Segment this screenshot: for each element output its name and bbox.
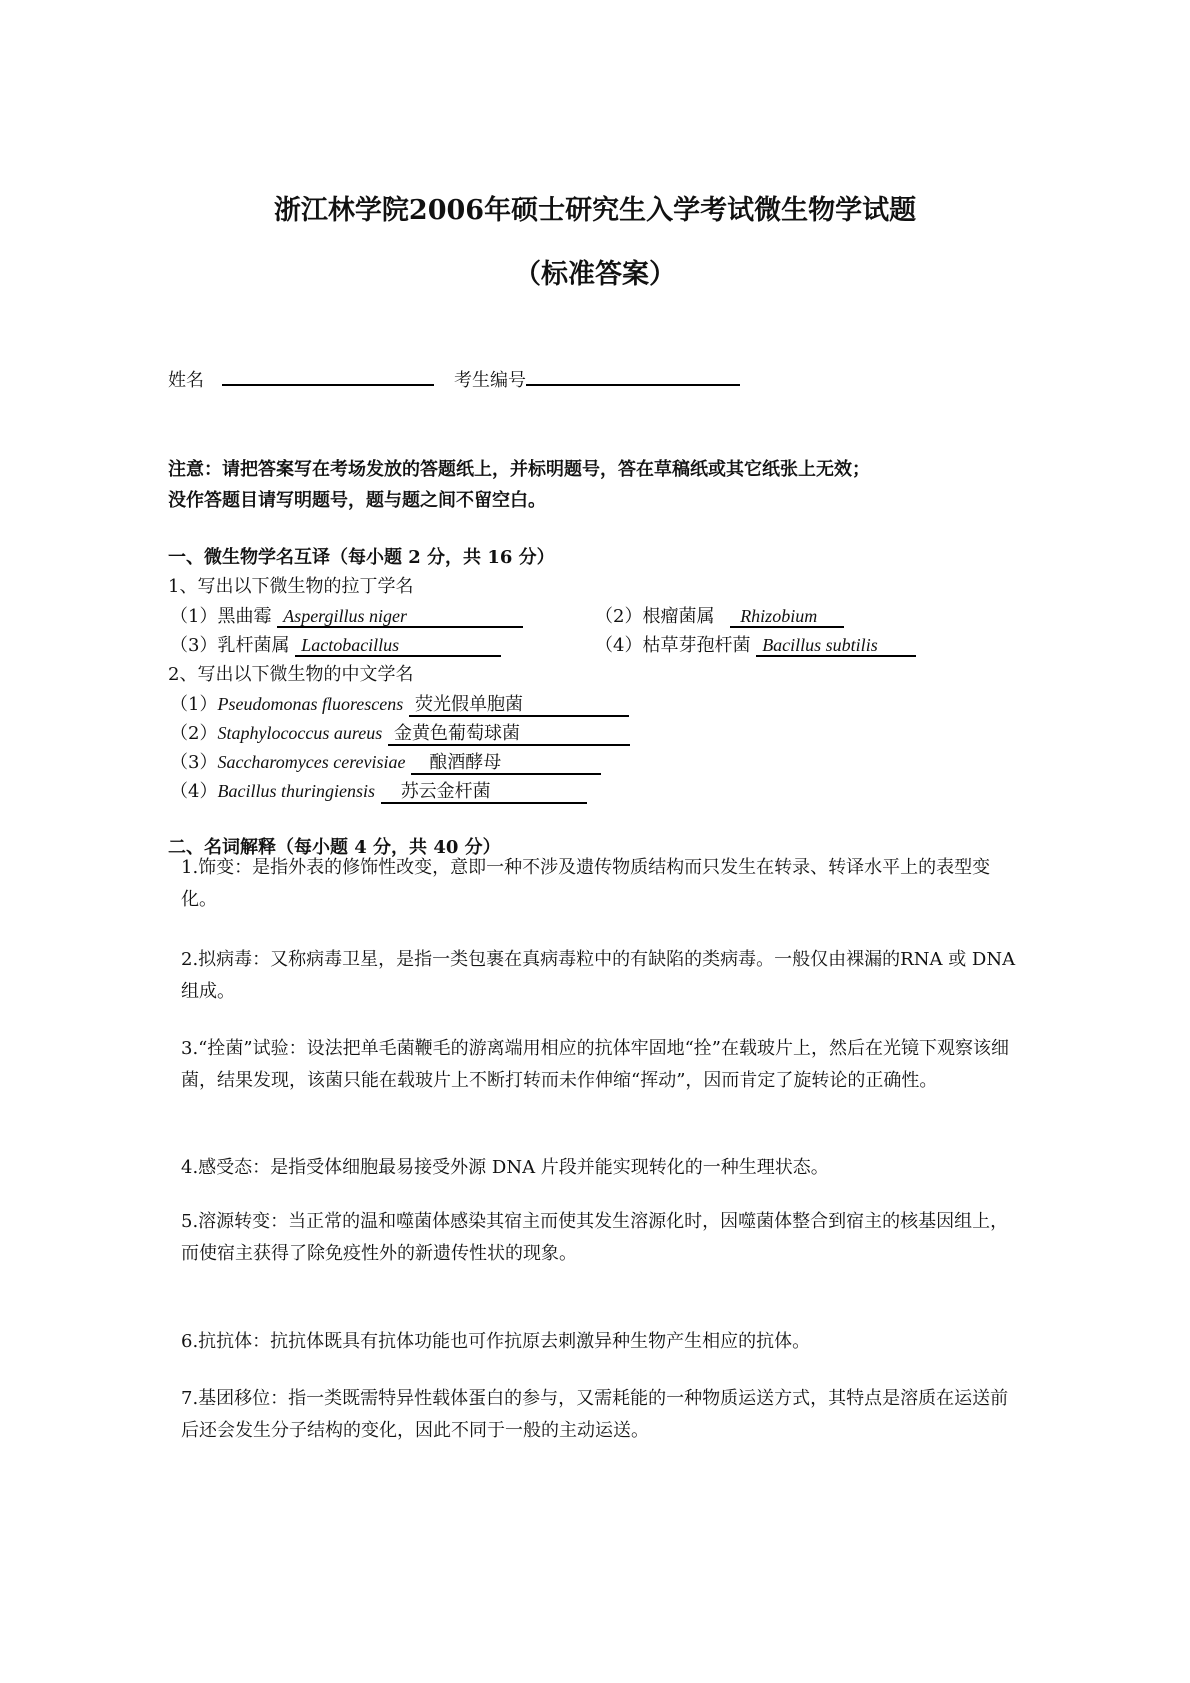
name-label: 姓名 <box>168 370 204 391</box>
exam-id-blank <box>526 366 740 386</box>
item-answer: 酿酒酵母 <box>411 753 601 775</box>
item-number: （2） <box>595 606 643 627</box>
item-number: （2） <box>170 723 218 744</box>
notice-line-1: 注意：请把答案写在考场发放的答题纸上，并标明题号，答在草稿纸或其它纸张上无效； <box>168 459 870 480</box>
item-answer: Lactobacillus <box>295 635 501 657</box>
definition-item: 7.基团移位：指一类既需特异性载体蛋白的参与，又需耗能的一种物质运送方式，其特点是溶质在运送前后还会发生分子结构的变化，因此不同于一般的主动运送。 <box>181 1388 1009 1441</box>
item-number: （3） <box>170 752 218 773</box>
definition-item: 5.溶源转变：当正常的温和噬菌体感染其宿主而使其发生溶源化时，因噬菌体整合到宿主的核基因组上，而使宿主获得了除免疫性外的新遗传性状的现象。 <box>181 1211 1009 1264</box>
section2-heading: 二、名词解释（每小题 4 分，共 40 分） <box>168 837 501 858</box>
item-number: （4） <box>170 781 218 802</box>
item-name: 黑曲霉 <box>217 606 272 627</box>
chinese-item-4 <box>170 777 587 804</box>
item-number: （4） <box>595 635 643 656</box>
definition-item: 4.感受态：是指受体细胞最易接受外源 DNA 片段并能实现转化的一种生理状态。 <box>181 1157 829 1178</box>
item-number: （1） <box>170 606 218 627</box>
item-answer: Bacillus subtilis <box>756 635 916 657</box>
item-answer: 金黄色葡萄球菌 <box>388 724 630 746</box>
item-name: Saccharomyces cerevisiae <box>217 752 406 772</box>
item-name: Pseudomonas fluorescens <box>217 694 404 714</box>
chinese-item-3 <box>170 748 601 775</box>
section1-part2-title: 2、写出以下微生物的中文学名 <box>168 664 414 685</box>
latin-item-3 <box>170 631 501 657</box>
exam-id-label: 考生编号 <box>454 370 526 391</box>
item-answer: 苏云金杆菌 <box>381 782 587 804</box>
chinese-item-1 <box>170 690 629 717</box>
item-name: 根瘤菌属 <box>642 606 715 627</box>
name-blank <box>222 366 434 386</box>
latin-item-4 <box>595 631 916 657</box>
definition-item: 3.“拴菌”试验：设法把单毛菌鞭毛的游离端用相应的抗体牢固地“拴”在载玻片上，然后在光镜下观察该细菌，结果发现，该菌只能在载玻片上不断打转而未作伸缩“挥动”，因而肯定了旋转论的正确性。 <box>181 1038 1009 1091</box>
chinese-item-2 <box>170 719 630 746</box>
section1-part1-title: 1、写出以下微生物的拉丁学名 <box>168 576 414 597</box>
item-answer: 荧光假单胞菌 <box>409 695 629 717</box>
definition-item: 2.拟病毒：又称病毒卫星，是指一类包裹在真病毒粒中的有缺陷的类病毒。一般仅由裸漏的RNA 或 DNA 组成。 <box>181 949 1016 1002</box>
notice-line-2: 没作答题目请写明题号，题与题之间不留空白。 <box>168 490 546 511</box>
item-number: （3） <box>170 635 218 656</box>
definition-item: 6.抗抗体：抗抗体既具有抗体功能也可作抗原去刺激异种生物产生相应的抗体。 <box>181 1331 811 1352</box>
item-name: Staphylococcus aureus <box>217 723 383 743</box>
section1-heading: 一、微生物学名互译（每小题 2 分，共 16 分） <box>168 547 555 568</box>
item-name: 乳杆菌属 <box>217 635 290 656</box>
latin-item-2 <box>595 602 844 628</box>
page-subtitle: （标准答案） <box>514 259 676 290</box>
exam-id-field <box>454 366 740 392</box>
item-answer: Rhizobium <box>730 606 844 628</box>
item-number: （1） <box>170 694 218 715</box>
name-field <box>168 366 434 392</box>
item-answer: Aspergillus niger <box>277 606 523 628</box>
definition-item: 1.饰变：是指外表的修饰性改变，意即一种不涉及遗传物质结构而只发生在转录、转译水平上的表型变化。 <box>181 857 991 910</box>
item-name: 枯草芽孢杆菌 <box>642 635 751 656</box>
item-name: Bacillus thuringiensis <box>217 781 375 801</box>
page-title: 浙江林学院2006年硕士研究生入学考试微生物学试题 <box>273 195 917 226</box>
latin-item-1 <box>170 602 523 628</box>
